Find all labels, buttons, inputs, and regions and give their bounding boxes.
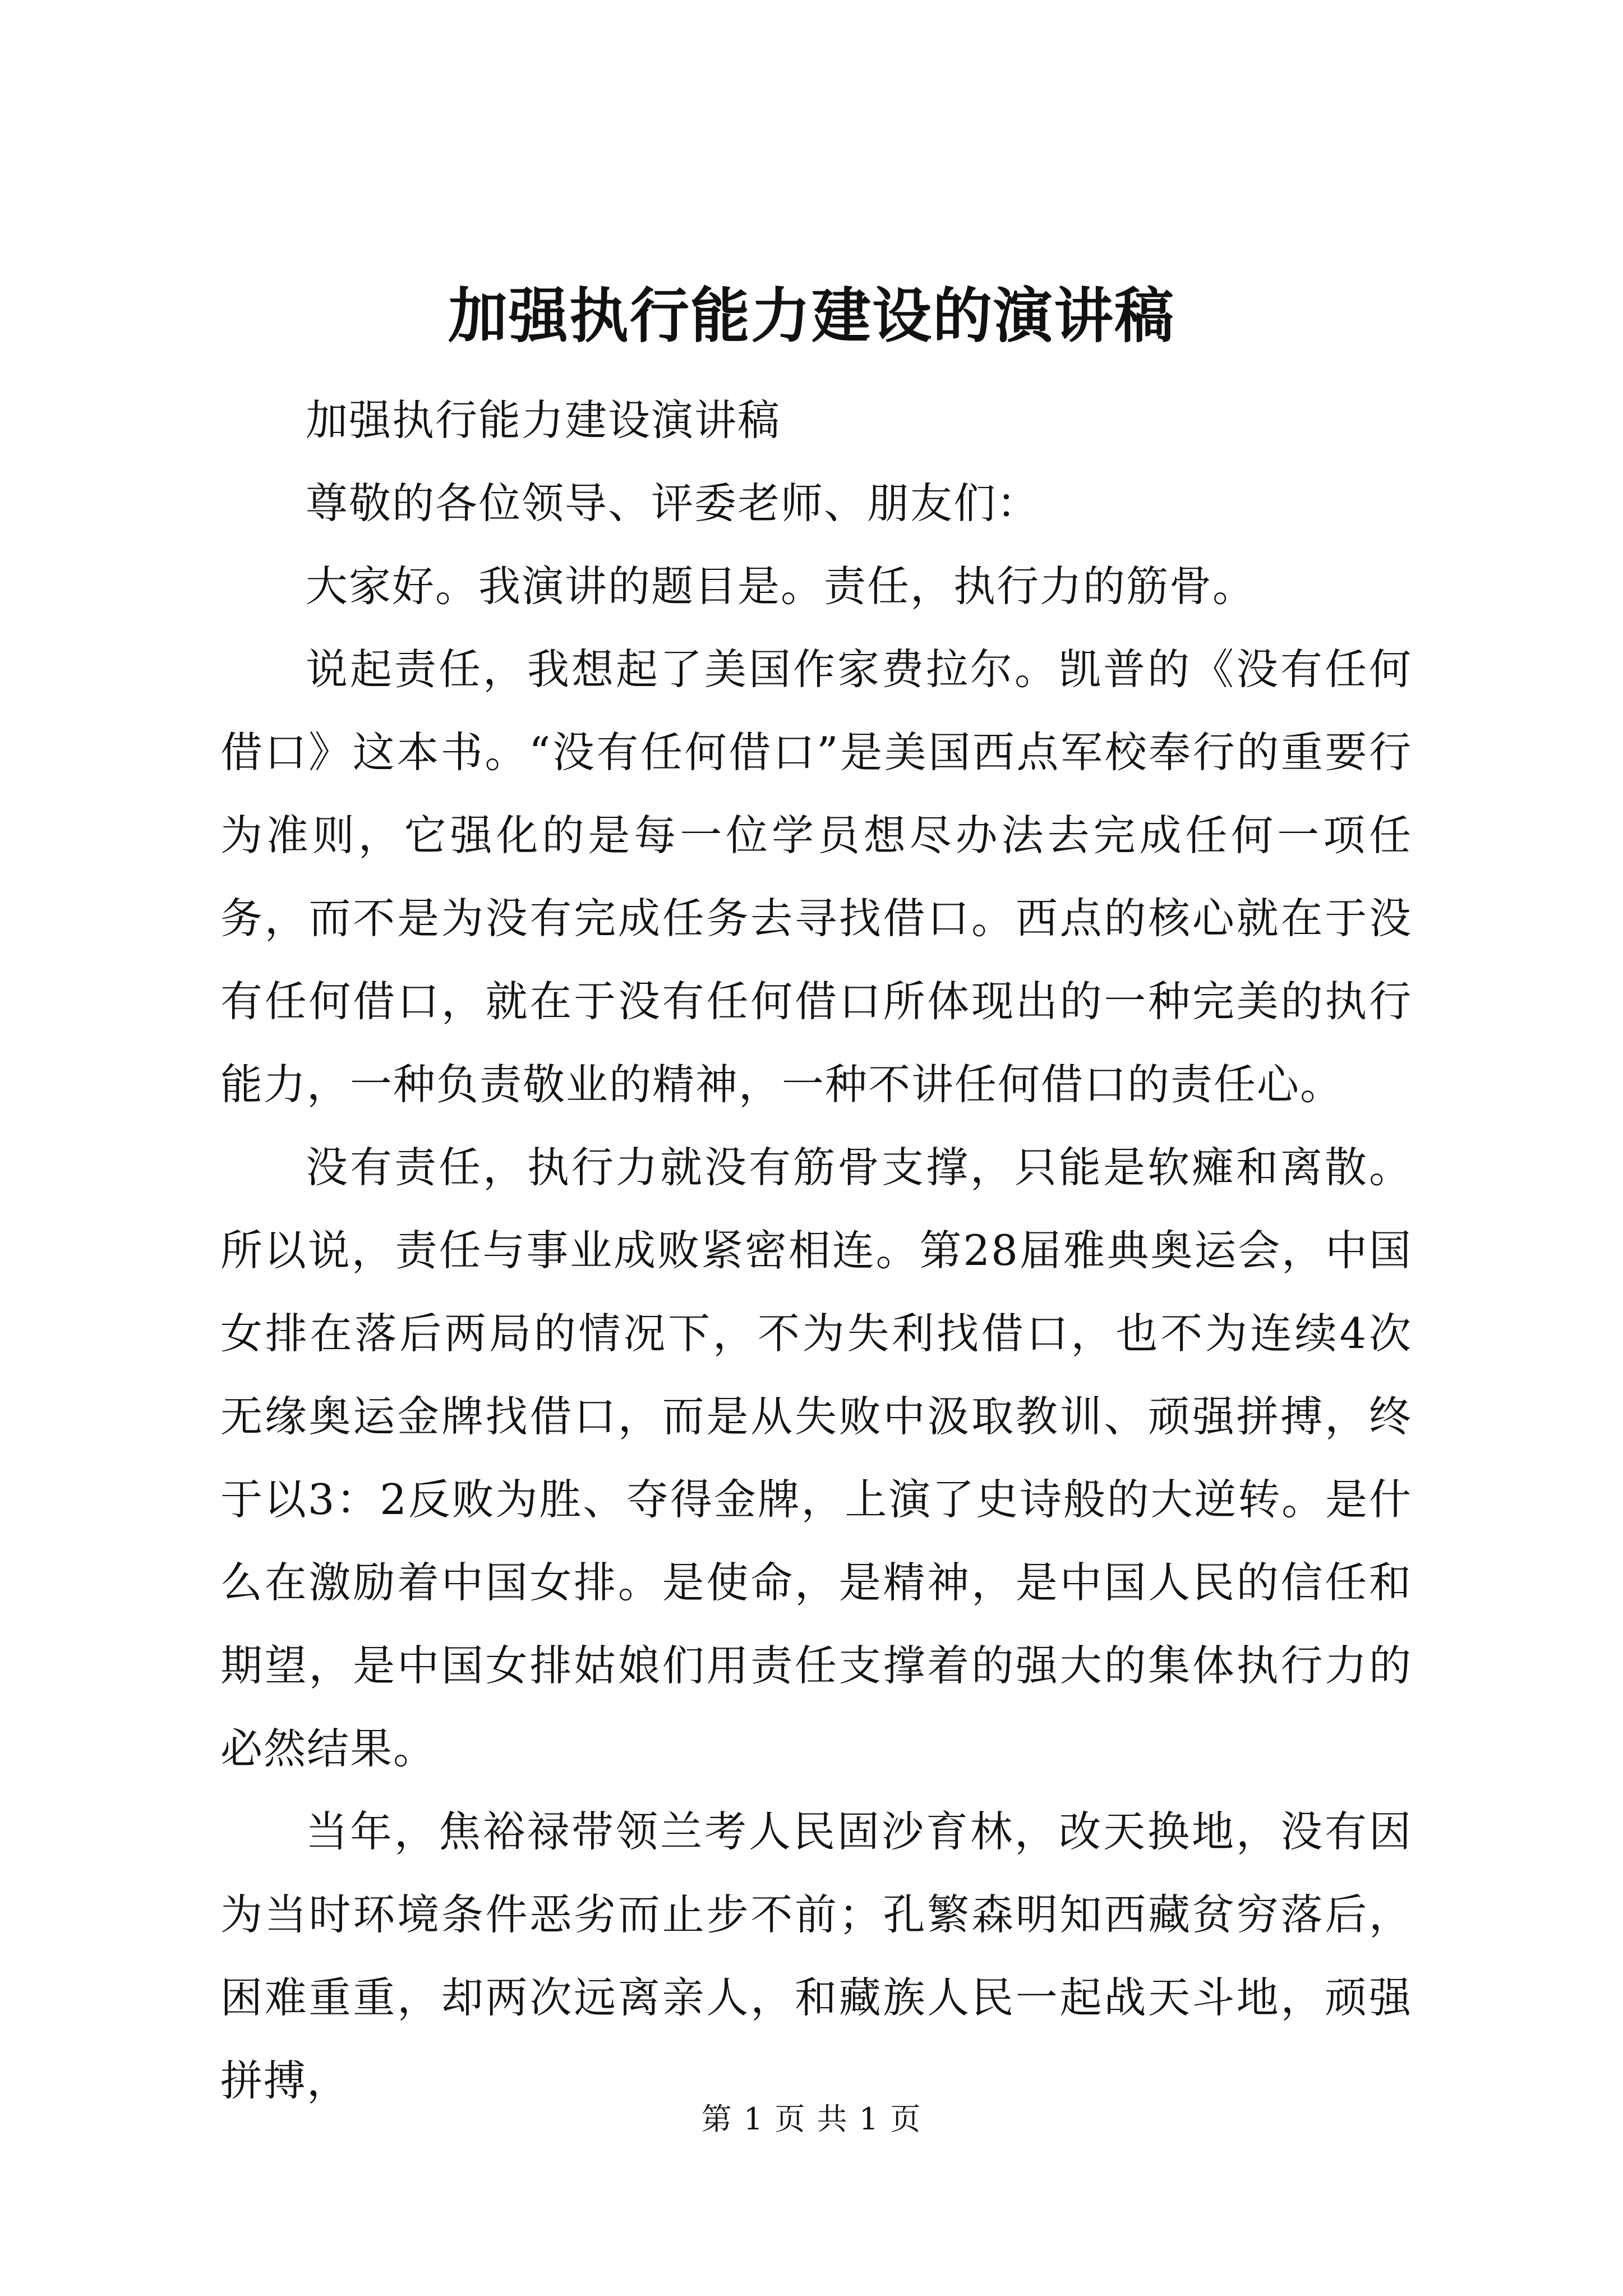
paragraph-body-1: 说起责任，我想起了美国作家费拉尔。凯普的《没有任何借口》这本书。“没有任何借口”是美国西点军校奉行的重要行为准则，它强化的是每一位学员想尽办法去完成任何一项任务，而不是为没有完成任务去寻找借口。西点的核心就在于没有任何借口，就在于没有任何借口所体现出的一种完美的执行能力，一种负责敬业的精神，一种不讲任何借口的责任心。: [220, 645, 1412, 1109]
paragraph-subtitle: 加强执行能力建设演讲稿: [306, 395, 781, 445]
paragraph-body-2: 没有责任，执行力就没有筋骨支撑，只能是软瘫和离散。所以说，责任与事业成败紧密相连。第28届雅典奥运会，中国女排在落后两局的情况下，不为失利找借口，也不为连续4次无缘奥运金牌找借口，而是从失败中汲取教训、顽强拼搏，终于以3：2反败为胜、夺得金牌，上演了史诗般的大逆转。是什么在激励着中国女排。是使命，是精神，是中国人民的信任和期望，是中国女排姑娘们用责任支撑着的强大的集体执行力的必然结果。: [220, 1143, 1412, 1773]
paragraph-salutation: 尊敬的各位领导、评委老师、朋友们：: [306, 478, 1040, 528]
paragraph-greeting: 大家好。我演讲的题目是。责任，执行力的筋骨。: [306, 562, 1256, 611]
document-body: [220, 379, 1412, 2122]
page-footer: 第 1 页 共 1 页: [701, 2101, 922, 2137]
paragraph-body-3: 当年，焦裕禄带领兰考人民固沙育林，改天换地，没有因为当时环境条件恶劣而止步不前；孔繁森明知西藏贫穷落后，困难重重，却两次远离亲人，和藏族人民一起战天斗地，顽强拼搏，: [220, 1807, 1412, 2105]
document-title: 加强执行能力建设的演讲稿: [448, 280, 1175, 351]
